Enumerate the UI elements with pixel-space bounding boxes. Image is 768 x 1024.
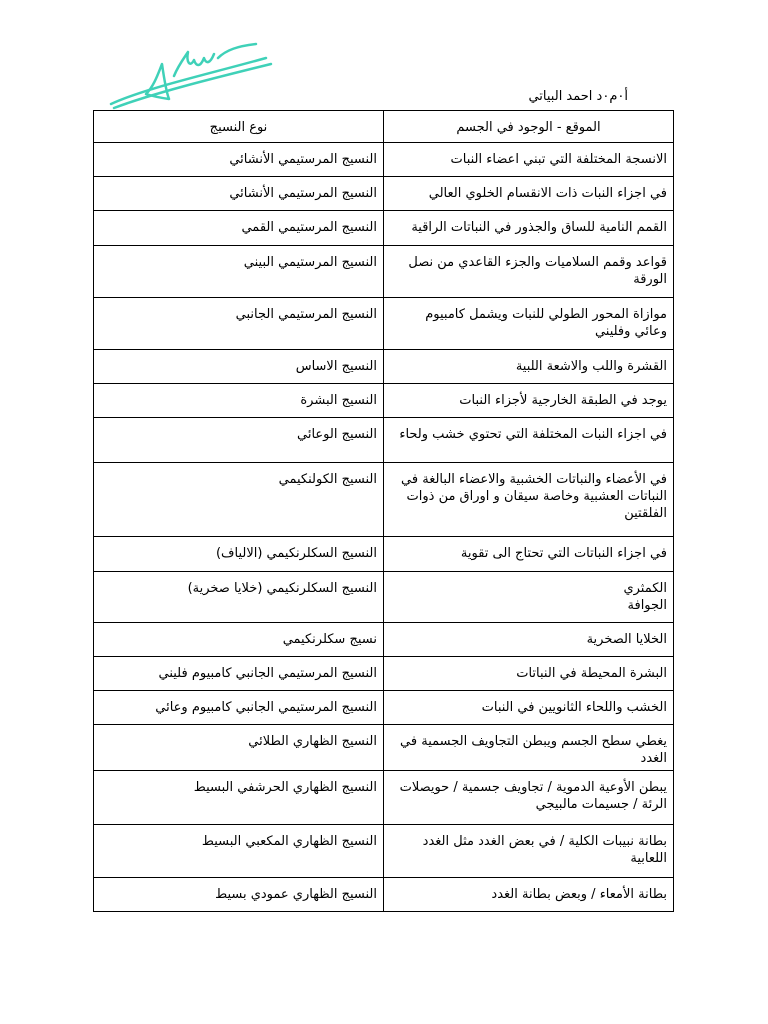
- table-row: [94, 537, 674, 572]
- table-row: [94, 177, 674, 211]
- location-cell: يغطي سطح الجسم ويبطن التجاويف الجسمية في الغدد: [384, 725, 674, 771]
- table-body: [94, 143, 674, 912]
- tissue-type-cell: النسيج المرستيمي البيني: [94, 246, 384, 298]
- table-row: [94, 691, 674, 725]
- table-row: [94, 572, 674, 623]
- location-cell: في اجزاء النبات ذات الانقسام الخلوي العالي: [384, 177, 674, 211]
- table-row: [94, 298, 674, 350]
- tissue-type-cell: النسيج الظهاري الطلائي: [94, 725, 384, 771]
- tissue-type-cell: النسيج المرستيمي الأنشائي: [94, 143, 384, 177]
- tissue-table: [93, 110, 674, 912]
- location-cell: في الأعضاء والنباتات الخشبية والاعضاء البالغة في النباتات العشبية وخاصة سيقان و اوراق من ذوات الفلقتين: [384, 463, 674, 537]
- handwritten-signature: [106, 36, 276, 116]
- location-cell: الانسجة المختلفة التي تبني اعضاء النبات: [384, 143, 674, 177]
- table-row: [94, 623, 674, 657]
- tissue-type-cell: النسيج الظهاري المكعبي البسيط: [94, 825, 384, 878]
- tissue-type-cell: النسيج الاساس: [94, 350, 384, 384]
- tissue-type-cell: النسيج الكولنكيمي: [94, 463, 384, 537]
- table-row: [94, 657, 674, 691]
- table-header-row: [94, 111, 674, 143]
- location-cell: في اجزاء النبات المختلفة التي تحتوي خشب ولحاء: [384, 418, 674, 463]
- location-cell: يبطن الأوعية الدموية / تجاويف جسمية / حويصلات الرئة / جسيمات مالبيجي: [384, 771, 674, 825]
- tissue-type-cell: النسيج السكلرنكيمي (خلايا صخرية): [94, 572, 384, 623]
- table-row: [94, 825, 674, 878]
- tissue-type-cell: النسيج المرستيمي القمي: [94, 211, 384, 246]
- location-cell: بطانة نبيبات الكلية / في بعض الغدد مثل الغدد اللعابية: [384, 825, 674, 878]
- location-cell: بطانة الأمعاء / وبعض بطانة الغدد: [384, 878, 674, 912]
- location-cell: في اجزاء النباتات التي تحتاج الى تقوية: [384, 537, 674, 572]
- table-row: [94, 771, 674, 825]
- location-cell: الكمثري الجوافة: [384, 572, 674, 623]
- table-row: [94, 463, 674, 537]
- location-cell: موازاة المحور الطولي للنبات ويشمل كامبيوم وعائي وفليني: [384, 298, 674, 350]
- author-name: أ٠م٠د احمد البياتي: [528, 89, 628, 104]
- table-row: [94, 384, 674, 418]
- header-tissue-type: نوع النسيج: [94, 111, 384, 143]
- location-cell: البشرة المحيطة في النباتات: [384, 657, 674, 691]
- table-row: [94, 211, 674, 246]
- tissue-type-cell: نسيج سكلرنكيمي: [94, 623, 384, 657]
- tissue-type-cell: النسيج المرستيمي الجانبي: [94, 298, 384, 350]
- table-row: [94, 350, 674, 384]
- table-row: [94, 143, 674, 177]
- table-row: [94, 725, 674, 771]
- tissue-type-cell: النسيج الظهاري عمودي بسيط: [94, 878, 384, 912]
- location-cell: القمم النامية للساق والجذور في النباتات الراقية: [384, 211, 674, 246]
- tissue-type-cell: النسيج السكلرنكيمي (الالياف): [94, 537, 384, 572]
- tissue-type-cell: النسيج الظهاري الحرشفي البسيط: [94, 771, 384, 825]
- location-cell: قواعد وقمم السلاميات والجزء القاعدي من نصل الورقة: [384, 246, 674, 298]
- tissue-type-cell: النسيج المرستيمي الأنشائي: [94, 177, 384, 211]
- header-location: الموقع - الوجود في الجسم: [384, 111, 674, 143]
- location-cell: الخلايا الصخرية: [384, 623, 674, 657]
- table-row: [94, 418, 674, 463]
- table-row: [94, 246, 674, 298]
- location-cell: يوجد في الطبقة الخارجية لأجزاء النبات: [384, 384, 674, 418]
- table-row: [94, 878, 674, 912]
- location-cell: الخشب واللحاء الثانويين في النبات: [384, 691, 674, 725]
- tissue-type-cell: النسيج الوعائي: [94, 418, 384, 463]
- tissue-type-cell: النسيج المرستيمي الجانبي كامبيوم فليني: [94, 657, 384, 691]
- tissue-type-cell: النسيج المرستيمي الجانبي كامبيوم وعائي: [94, 691, 384, 725]
- tissue-type-cell: النسيج البشرة: [94, 384, 384, 418]
- location-cell: القشرة واللب والاشعة اللبية: [384, 350, 674, 384]
